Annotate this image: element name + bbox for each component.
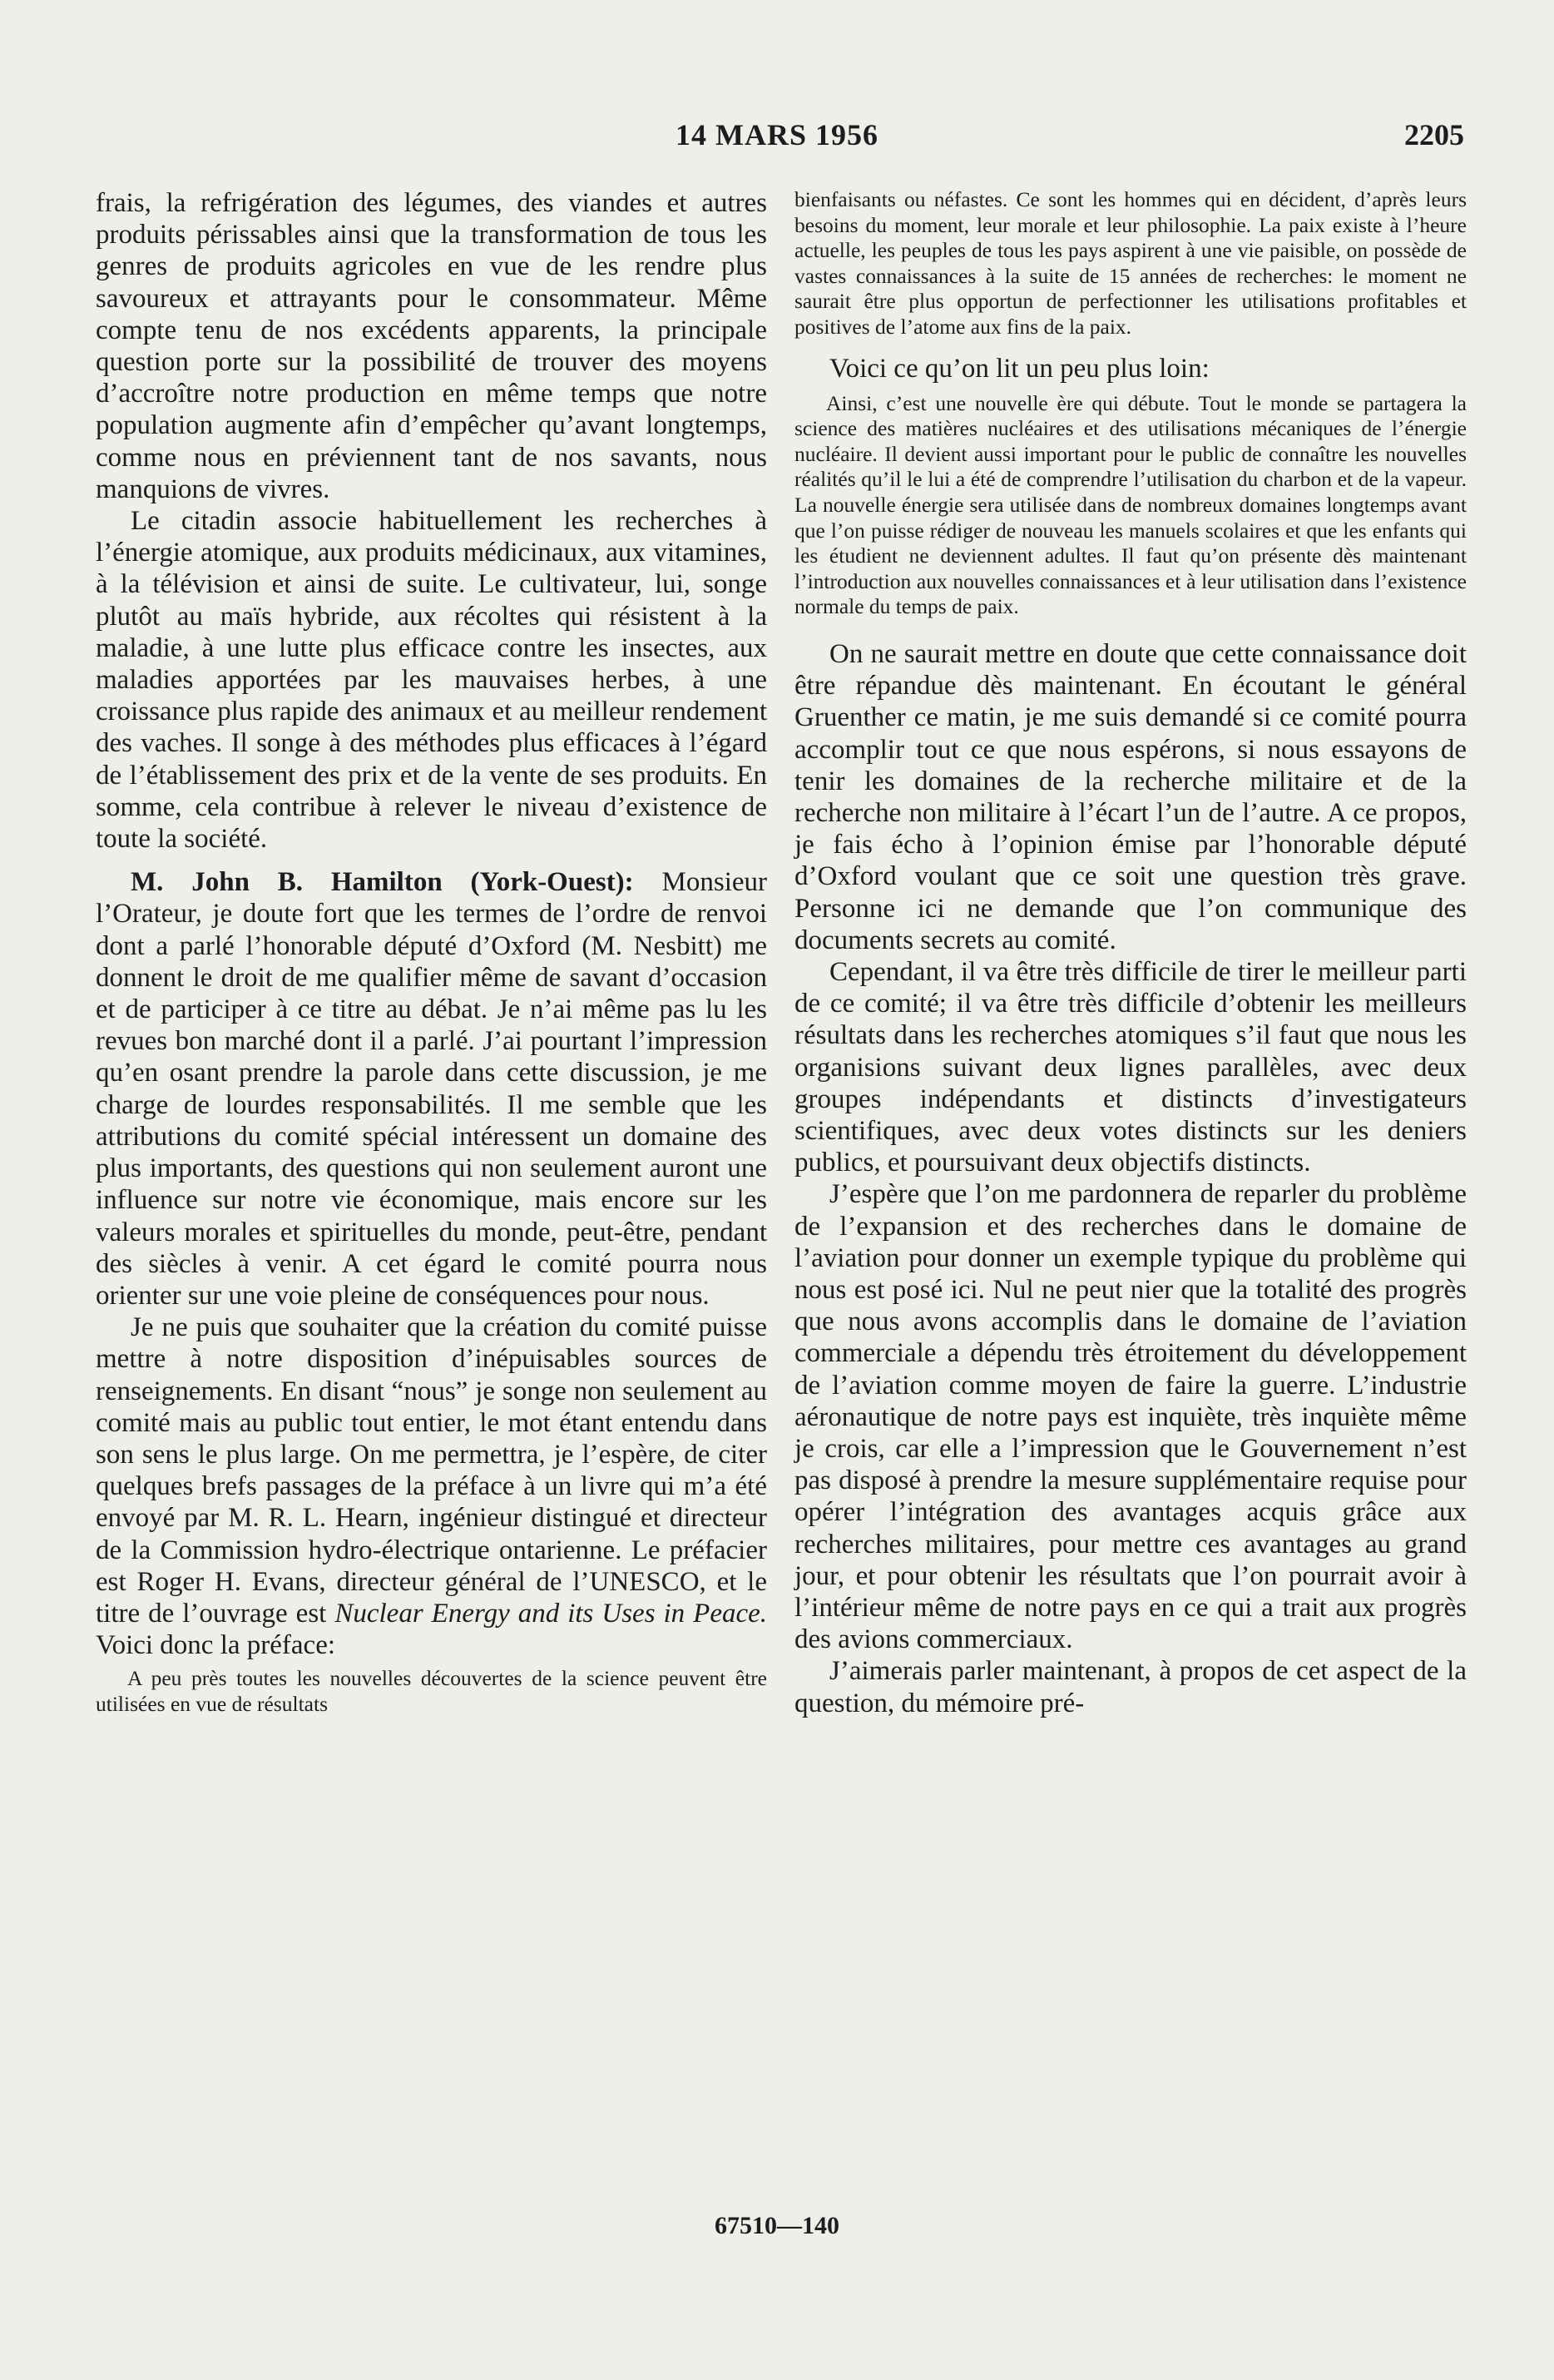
paragraph: Le citadin associe habituellement les recherches à l’énergie atomique, aux produits médicinaux, aux vitamines, à la télévision et ainsi de suite. Le cultivateur, lui, songe plutôt au maïs hybride, aux récoltes qui résistent à la maladie, à une lutte plus efficace contre les insectes, aux maladies apportées par les mauvaises herbes, à une croissance plus rapide des animaux et au meilleur rendement des vaches. Il songe à des méthodes plus efficaces à l’égard de l’établissement des prix et de la vente de ses produits. En somme, cela contribue à relever le niveau d’existence de toute la société. <box>96 506 767 855</box>
paragraph: On ne saurait mettre en doute que cette connaissance doit être répandue dès maintenant. En écoutant le général Gruenther ce matin, je me suis demandé si ce comité pourra accomplir tout ce que nous espérons, si nous essayons de tenir les domaines de la recherche militaire et de la recherche non militaire à l’écart l’un de l’autre. A ce propos, je fais écho à l’opinion émise par l’honorable député d’Oxford voulant que ce soit une question très grave. Personne ici ne demande que l’on communique des documents secrets au comité. <box>794 638 1467 955</box>
paragraph <box>96 1311 767 1661</box>
quotation: Ainsi, c’est une nouvelle ère qui débute. Tout le monde se partagera la science des matières nucléaires et des utilisations mécaniques de l’énergie nucléaire. Il devient aussi important pour le public de connaître les nouvelles réalités qu’il le lui a été de comprendre l’utilisation du charbon et de la vapeur. La nouvelle énergie sera utilisée dans de nombreux domaines longtemps avant que l’on puisse rédiger de nouveau les manuels scolaires et que les enfants qui les étudient ne deviennent adultes. Il faut qu’on présente dès maintenant l’introduction aux nouvelles connaissances et à leur utilisation dans l’existence normale du temps de paix. <box>794 390 1467 619</box>
paragraph-text: Je ne puis que souhaiter que la création du comité puisse mettre à notre disposition d’inépuisables sources de renseignements. En disant “nous” je songe non seulement au comité mais au public tout entier, le mot étant entendu dans son sens le plus large. On me permettra, je l’espère, de citer quelques brefs passages de la préface à un livre qui m’a été envoyé par M. R. L. Hearn, ingénieur distingué et directeur de la Commission hydro-électrique ontarienne. Le préfacier est Roger H. Evans, directeur général de l’UNESCO, et le titre de l’ouvrage est <box>96 1312 767 1629</box>
right-column <box>794 187 1467 1719</box>
quotation: bienfaisants ou néfastes. Ce sont les hommes qui en décident, d’après leurs besoins du moment, leur morale et leur philosophie. La paix existe à l’heure actuelle, les peuples de tous les pays aspirent à une vie paisible, on possède de vastes connaissances à la suite de 15 années de recherches: le moment ne saurait être plus opportun de perfectionner les utilisations profitables et positives de l’atome aux fins de la paix. <box>794 187 1467 339</box>
paragraph: J’aimerais parler maintenant, à propos de cet aspect de la question, du mémoire pré- <box>794 1656 1467 1718</box>
page-date-header: 14 MARS 1956 <box>676 118 878 151</box>
speech-text: Monsieur l’Orateur, je doute fort que les termes de l’ordre de renvoi dont a parlé l’honorable député d’Oxford (M. Nesbitt) me donnent le droit de me qualifier même de savant d’occasion et de participer à ce titre au débat. Je n’ai même pas lu les revues bon marché dont il a parlé. J’ai pourtant l’impression qu’en osant prendre la parole dans cette discussion, je me charge de lourdes responsabilités. Il me semble que les attributions du comité spécial intéressent un domaine des plus importants, des questions qui non seulement auront une influence sur notre vie économique, mais encore sur les valeurs morales et spirituelles du monde, peut-être, pendant des siècles à venir. A cet égard le comité pourra nous orienter sur une voie pleine de conséquences pour nous. <box>96 867 768 1311</box>
quotation: A peu près toutes les nouvelles découvertes de la science peuvent être utilisées en vue de résultats <box>96 1666 767 1716</box>
paragraph-text: Voici donc la préface: <box>96 1630 336 1661</box>
paragraph: frais, la refrigération des légumes, des viandes et autres produits périssables ainsi que la transformation de tous les genres de produits agricoles en vue de les rendre plus savoureux et attrayants pour le consommateur. Même compte tenu de nos excédents apparents, la principale question porte sur la possibilité de trouver des moyens d’accroître notre production en même temps que notre population augmente afin d’empêcher qu’avant longtemps, comme nous en préviennent tant de nos savants, nous manquions de vivres. <box>96 188 767 504</box>
page-number: 2205 <box>1404 118 1464 151</box>
lead-in-line: Voici ce qu’on lit un peu plus loin: <box>829 353 1210 384</box>
book-title: Nuclear Energy and its Uses in Peace. <box>334 1598 768 1629</box>
paragraph: J’espère que l’on me pardonnera de reparler du problème de l’expansion et des recherches dans le domaine de l’aviation pour donner un exemple typique du problème qui nous est posé ici. Nul ne peut nier que la totalité des progrès que nous avons accomplis dans le domaine de l’aviation commerciale a dépendu très étroitement du développement de l’aviation comme moyen de faire la guerre. L’industrie aéronautique de notre pays est inquiète, très inquiète même je crois, car elle a l’impression que le Gouvernement n’est pas disposé à prendre la mesure supplémentaire requise pour opérer l’intégration des avantages acquis grâce aux recherches militaires, pour mettre ces avantages au grand jour, et pour obtenir les résultats que l’on pourrait avoir à l’intérieur même de notre pays en ce qui a trait aux progrès des avions commerciaux. <box>794 1179 1467 1655</box>
paragraph: Cependant, il va être très difficile de tirer le meilleur parti de ce comité; il va être très difficile d’obtenir les meilleurs résultats dans les recherches atomiques s’il faut que nous les organisions suivant deux lignes parallèles, avec deux groupes indépendants et distincts d’investigateurs scientifiques, avec deux votes distincts sur les deniers publics, et poursuivant deux objectifs distincts. <box>794 956 1467 1178</box>
speech-paragraph <box>96 866 767 1311</box>
print-number: 67510—140 <box>715 2212 839 2239</box>
speaker-name: M. John B. Hamilton (York-Ouest): <box>131 867 634 898</box>
left-column <box>96 187 767 1718</box>
